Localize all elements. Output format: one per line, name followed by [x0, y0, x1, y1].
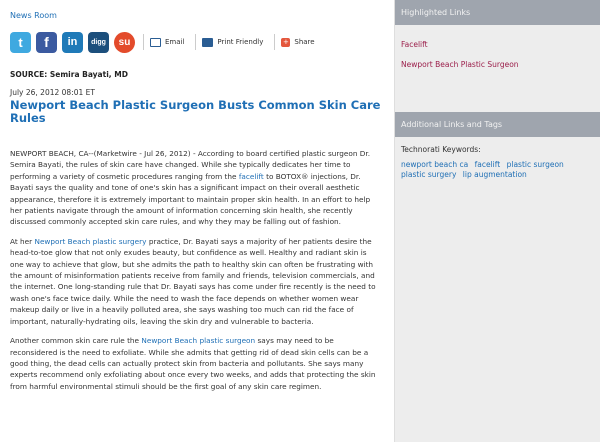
article-date: July 26, 2012 08:01 ET — [10, 88, 95, 97]
facelift-link[interactable]: facelift — [238, 171, 264, 181]
tag-link[interactable]: plastic surgery — [401, 170, 457, 179]
print-friendly-button[interactable] — [202, 38, 263, 47]
article-headline: Newport Beach Plastic Surgeon Busts Common Skin Care Rules — [10, 98, 381, 125]
article-body — [10, 148, 382, 400]
technorati-block — [395, 137, 600, 180]
email-label: Email — [165, 38, 185, 46]
highlighted-link-newport-beach-plastic-surgeon[interactable]: Newport Beach Plastic Surgeon — [401, 60, 519, 69]
paragraph-text: At her — [10, 236, 35, 246]
toolbar-divider — [195, 34, 196, 50]
tag-link[interactable]: lip augmentation — [462, 170, 527, 179]
newport-beach-plastic-surgeon-link[interactable]: Newport Beach plastic surgeon — [141, 336, 256, 346]
paragraph-2 — [10, 236, 382, 327]
paragraph-3 — [10, 335, 382, 392]
toolbar-divider — [274, 34, 275, 50]
paragraph-text: practice, Dr. Bayati says a majority of her patients desire the head-to-toe glow that not only exudes beauty, but confidence as well. Healthy and radiant skin is one way to achieve that glow, but she admits the path to healthy skin can often be frustrating with the amount of misinformation patients receive from family and friends, television commercials, and the internet. One long-standing rule that Dr. Bayati says has come under fire recently is the need to wash one's face twice daily. While the need to wash the face depends on whether women wear makeup daily or live in a heavily polluted area, she says washing too much can rid the face of important, naturally-hydrating oils, leaving the skin dry and vulnerable to bacteria. — [10, 236, 376, 326]
stumbleupon-icon[interactable]: su — [114, 32, 135, 53]
facebook-icon[interactable]: f — [36, 32, 57, 53]
toolbar-divider — [143, 34, 144, 50]
paragraph-text: Another common skin care rule the — [10, 336, 142, 346]
email-button[interactable] — [150, 38, 184, 47]
paragraph-1 — [10, 148, 382, 228]
additional-links-header: Additional Links and Tags — [395, 112, 600, 137]
share-toolbar — [10, 30, 382, 54]
linkedin-icon[interactable]: in — [62, 32, 83, 53]
sidebar — [394, 0, 600, 442]
digg-icon[interactable]: digg — [88, 32, 109, 53]
paragraph-text: to BOTOX® injections, Dr. Bayati says the quality and tone of one's skin has a significant impact on their overall aesthetic appearance, therefore it is extremely important to maintain proper skin health. In an effort to help her patients navigate through the amount of information concerning skin health, she recently discussed commonly accepted skin care rules, and why they may be falling out of fashion. — [10, 171, 371, 227]
paragraph-text: NEWPORT BEACH, CA--(Marketwire - Jul 26, 2012) - According to board certified plastic surgeon Dr. Semira Bayati, the rules of skin care have changed. While she typically dedicates her time to performing a variety of cosmetic procedures ranging from the — [10, 149, 371, 181]
paragraph-text: says may need to be reconsidered is the need to exfoliate. While she admits that getting rid of dead skin cells can be a good thing, the dead cells can actually protect skin from bacteria and pollutants. She says many experts recommend only exfoliating about once every two weeks, and adds that protecting the skin from harmful environmental stimuli should be the first goal of any skin care regimen. — [10, 336, 376, 391]
twitter-icon[interactable]: t — [10, 32, 31, 53]
tag-link[interactable]: newport beach ca — [401, 160, 469, 169]
tag-link[interactable]: facelift — [474, 160, 501, 169]
share-plus-icon: + — [282, 37, 289, 46]
keyword-tags — [401, 160, 594, 180]
print-friendly-label: Print Friendly — [217, 38, 264, 46]
envelope-icon — [150, 38, 161, 47]
article-source: SOURCE: Semira Bayati, MD — [10, 70, 128, 79]
share-button[interactable] — [281, 38, 314, 47]
highlighted-links-list — [395, 25, 600, 90]
tag-link[interactable]: plastic surgeon — [506, 160, 564, 169]
technorati-keywords-label: Technorati Keywords: — [401, 145, 481, 154]
printer-icon — [202, 38, 213, 47]
share-label: Share — [294, 38, 315, 46]
newport-beach-plastic-surgery-link[interactable]: Newport Beach plastic surgery — [34, 236, 147, 246]
news-room-link[interactable]: News Room — [10, 11, 57, 20]
highlighted-links-header: Highlighted Links — [395, 0, 600, 25]
highlighted-link-facelift[interactable]: Facelift — [401, 40, 428, 49]
